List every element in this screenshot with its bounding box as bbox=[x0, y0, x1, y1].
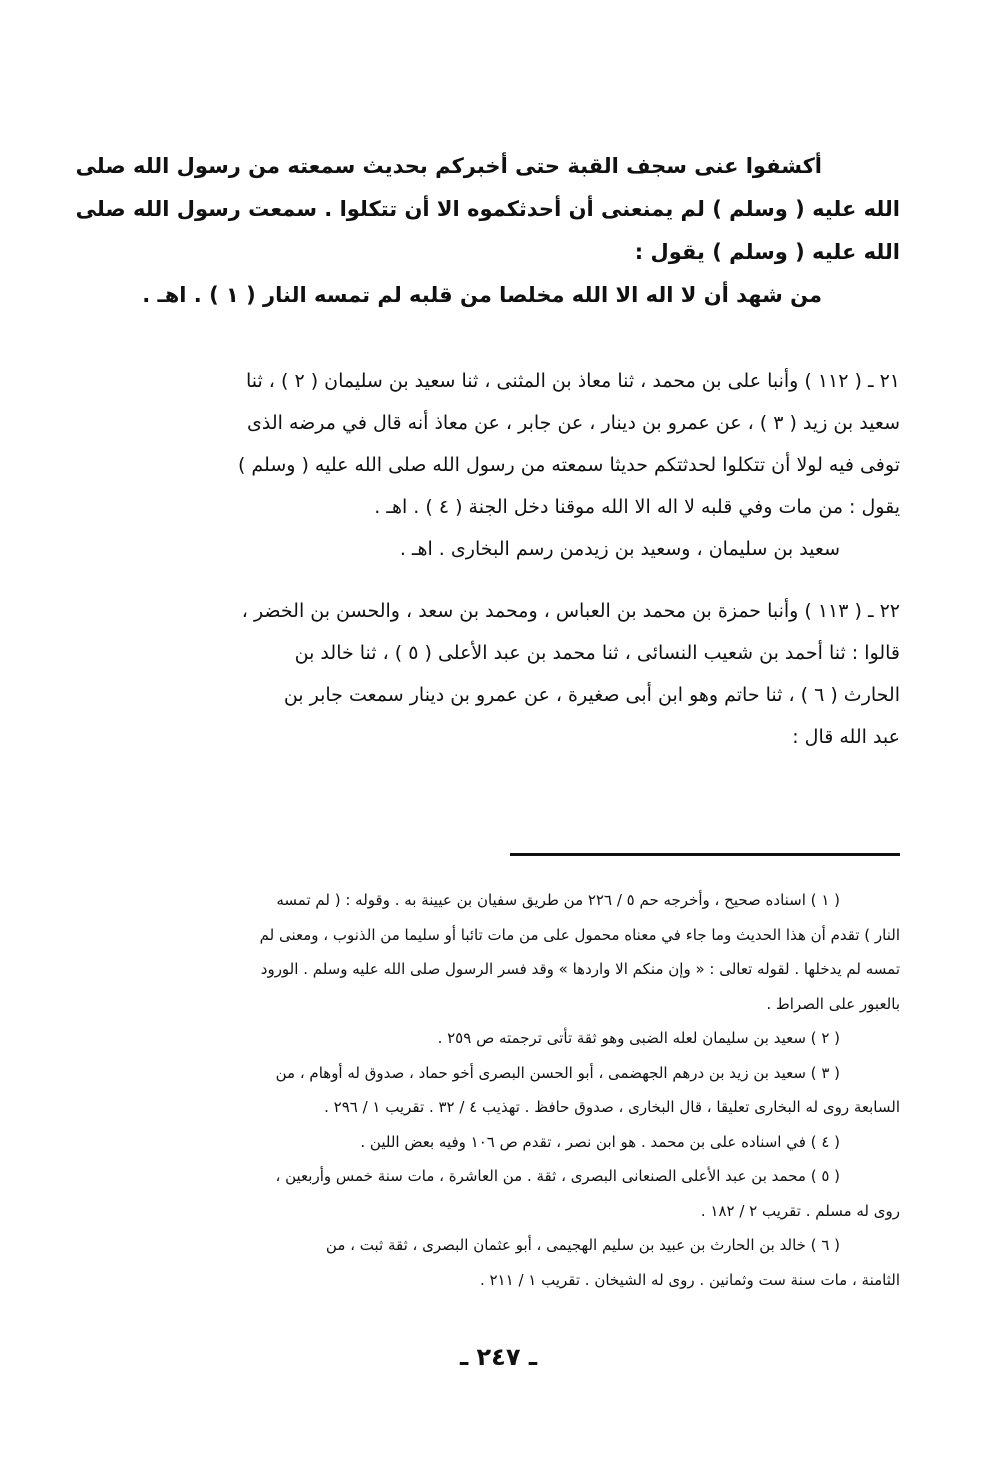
footnote-line: ( ٥ ) محمد بن عبد الأعلى الصنعانى البصرى ، ثقة . من العاشرة ، مات سنة خمس وأربعين ، bbox=[275, 1167, 840, 1185]
hadith-line: قالوا : ثنا أحمد بن شعيب النسائى ، ثنا محمد بن عبد الأعلى ( ٥ ) ، ثنا خالد بن bbox=[294, 642, 900, 664]
footnote-divider bbox=[510, 853, 900, 856]
footnote-line: بالعبور على الصراط . bbox=[766, 994, 900, 1013]
hadith-22 bbox=[155, 590, 900, 758]
hadith-line: عبد الله قال : bbox=[792, 726, 900, 748]
footnote-line: ( ٤ ) في اسناده على بن محمد . هو ابن نصر ، تقدم ص ١٠٦ وفيه بعض اللين . bbox=[360, 1132, 840, 1151]
main-line: من شهد أن لا اله الا الله مخلصا من قلبه لم تمسه النار ( ١ ) . اهـ . bbox=[142, 283, 822, 307]
hadith-line: الحارث ( ٦ ) ، ثنا حاتم وهو ابن أبى صغيرة ، عن عمرو بن دينار سمعت جابر بن bbox=[283, 684, 900, 706]
footnote-line: ( ١ ) اسناده صحيح ، وأخرجه حم ٥ / ٢٢٦ من طريق سفيان بن عيينة به . وقوله : ( لم تمسه bbox=[276, 891, 840, 909]
footnote-line: تمسه لم يدخلها . لقوله تعالى : « وإن منكم الا واردها » وقد فسر الرسول صلى الله عليه وسلم . الورود bbox=[260, 960, 900, 978]
main-paragraph bbox=[75, 145, 900, 317]
hadith-note: سعيد بن سليمان ، وسعيد بن زيدمن رسم البخارى . اهـ . bbox=[399, 538, 840, 560]
footnote-line: السابعة روى له البخارى تعليقا ، قال البخارى ، صدوق حافظ . تهذيب ٤ / ٣٢ . تقريب ١ / ٢٩٦ . bbox=[324, 1098, 900, 1116]
footnote-line: النار ) تقدم أن هذا الحديث وما جاء في معناه محمول على من مات تائبا أو سليما من الذنوب ، ومعنى لم bbox=[259, 925, 900, 944]
hadith-21 bbox=[155, 360, 900, 570]
footnote-line: ( ٣ ) سعيد بن زيد بن درهم الجهضمى ، أبو الحسن البصرى أخو حماد ، صدوق له أوهام ، من bbox=[275, 1063, 840, 1082]
footnote-line: ( ٦ ) خالد بن الحارث بن عبيد بن سليم الهجيمى ، أبو عثمان البصرى ، ثقة ثبت ، من bbox=[325, 1236, 840, 1254]
footnote-6 bbox=[155, 1228, 900, 1297]
footnote-4 bbox=[155, 1125, 900, 1160]
footnote-1 bbox=[155, 883, 900, 1021]
footnote-line: روى له مسلم . تقريب ٢ / ١٨٢ . bbox=[700, 1201, 900, 1220]
main-line: أكشفوا عنى سجف القبة حتى أخبركم بحديث سمعته من رسول الله صلى bbox=[75, 154, 822, 178]
hadith-line: ٢١ ـ ( ١١٢ ) وأنبا على بن محمد ، ثنا معاذ بن المثنى ، ثنا سعيد بن سليمان ( ٢ ) ، ثنا bbox=[245, 370, 900, 392]
footnote-3 bbox=[155, 1056, 900, 1125]
hadith-line: ٢٢ ـ ( ١١٣ ) وأنبا حمزة بن محمد بن العباس ، ومحمد بن سعد ، والحسن بن الخضر ، bbox=[241, 600, 900, 622]
footnote-2 bbox=[155, 1021, 900, 1056]
page-number: ـ ٢٤٧ ـ bbox=[459, 1343, 538, 1371]
footnotes bbox=[155, 883, 900, 1297]
footnote-line: الثامنة ، مات سنة ست وثمانين . روى له الشيخان . تقريب ١ / ٢١١ . bbox=[479, 1270, 900, 1289]
footnote-5 bbox=[155, 1159, 900, 1228]
hadith-line: توفى فيه لولا أن تتكلوا لحدثتكم حديثا سمعته من رسول الله صلى الله عليه ( وسلم ) bbox=[237, 454, 900, 476]
hadith-line: يقول : من مات وفي قلبه لا اله الا الله موقنا دخل الجنة ( ٤ ) . اهـ . bbox=[374, 496, 900, 518]
main-line: الله عليه ( وسلم ) يقول : bbox=[634, 240, 900, 264]
hadith-line: سعيد بن زيد ( ٣ ) ، عن عمرو بن دينار ، عن جابر ، عن معاذ أنه قال في مرضه الذى bbox=[247, 412, 900, 434]
footnote-line: ( ٢ ) سعيد بن سليمان لعله الضبى وهو ثقة تأتى ترجمته ص ٢٥٩ . bbox=[437, 1029, 840, 1047]
main-line: الله عليه ( وسلم ) لم يمنعنى أن أحدثكموه الا أن تتكلوا . سمعت رسول الله صلى bbox=[75, 197, 900, 221]
